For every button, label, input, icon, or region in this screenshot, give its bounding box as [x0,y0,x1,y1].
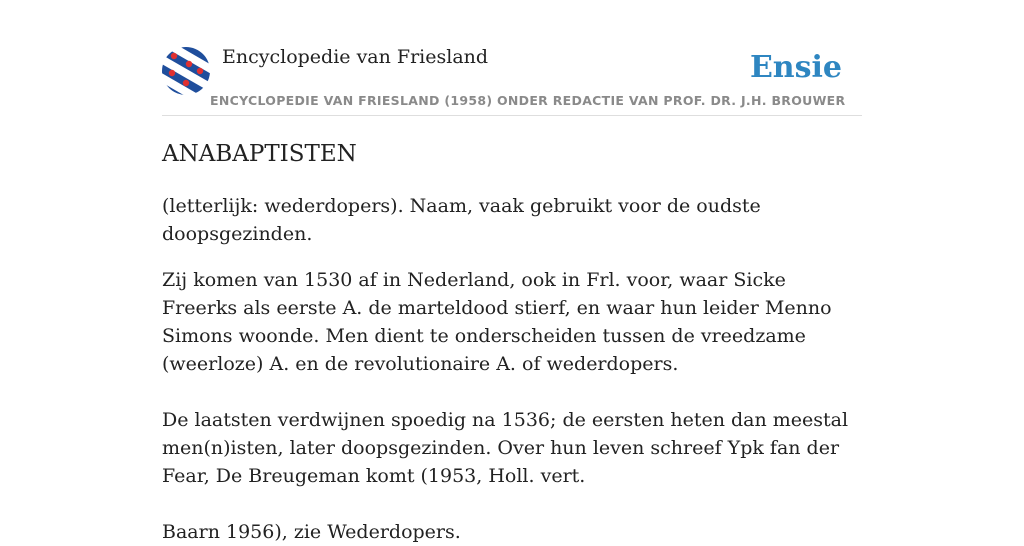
article [162,138,862,546]
article-title: ANABAPTISTEN [162,141,357,167]
frisian-flag-icon[interactable] [162,47,210,95]
article-intro: (letterlijk: wederdopers). Naam, vaak gebruikt voor de oudste doopsgezinden. [162,195,761,245]
brand-logo[interactable]: Ensie [749,50,842,85]
site-header [162,44,862,116]
article-paragraph: Baarn 1956), zie Wederdopers. [162,521,461,543]
site-name[interactable]: Encyclopedie van Friesland [222,46,489,68]
article-paragraph: Zij komen van 1530 af in Nederland, ook in Frl. voor, waar Sicke Freerks als eerste A. de marteldood stierf, en waar hun leider Menno Simons woonde. Men dient te onderscheiden tussen de vreedzame (weerloze) A. en de revolutionaire A. of wederdopers. [162,269,832,375]
article-body [162,266,862,546]
article-paragraph: De laatsten verdwijnen spoedig na 1536; de eersten heten dan meestal men(n)isten, later doopsgezinden. Over hun leven schreef Ypk fan der Fear, De Breugeman komt (1953, Holl. vert. [162,409,849,487]
site-subtitle: ENCYCLOPEDIE VAN FRIESLAND (1958) ONDER REDACTIE VAN PROF. DR. J.H. BROUWER [210,93,846,108]
